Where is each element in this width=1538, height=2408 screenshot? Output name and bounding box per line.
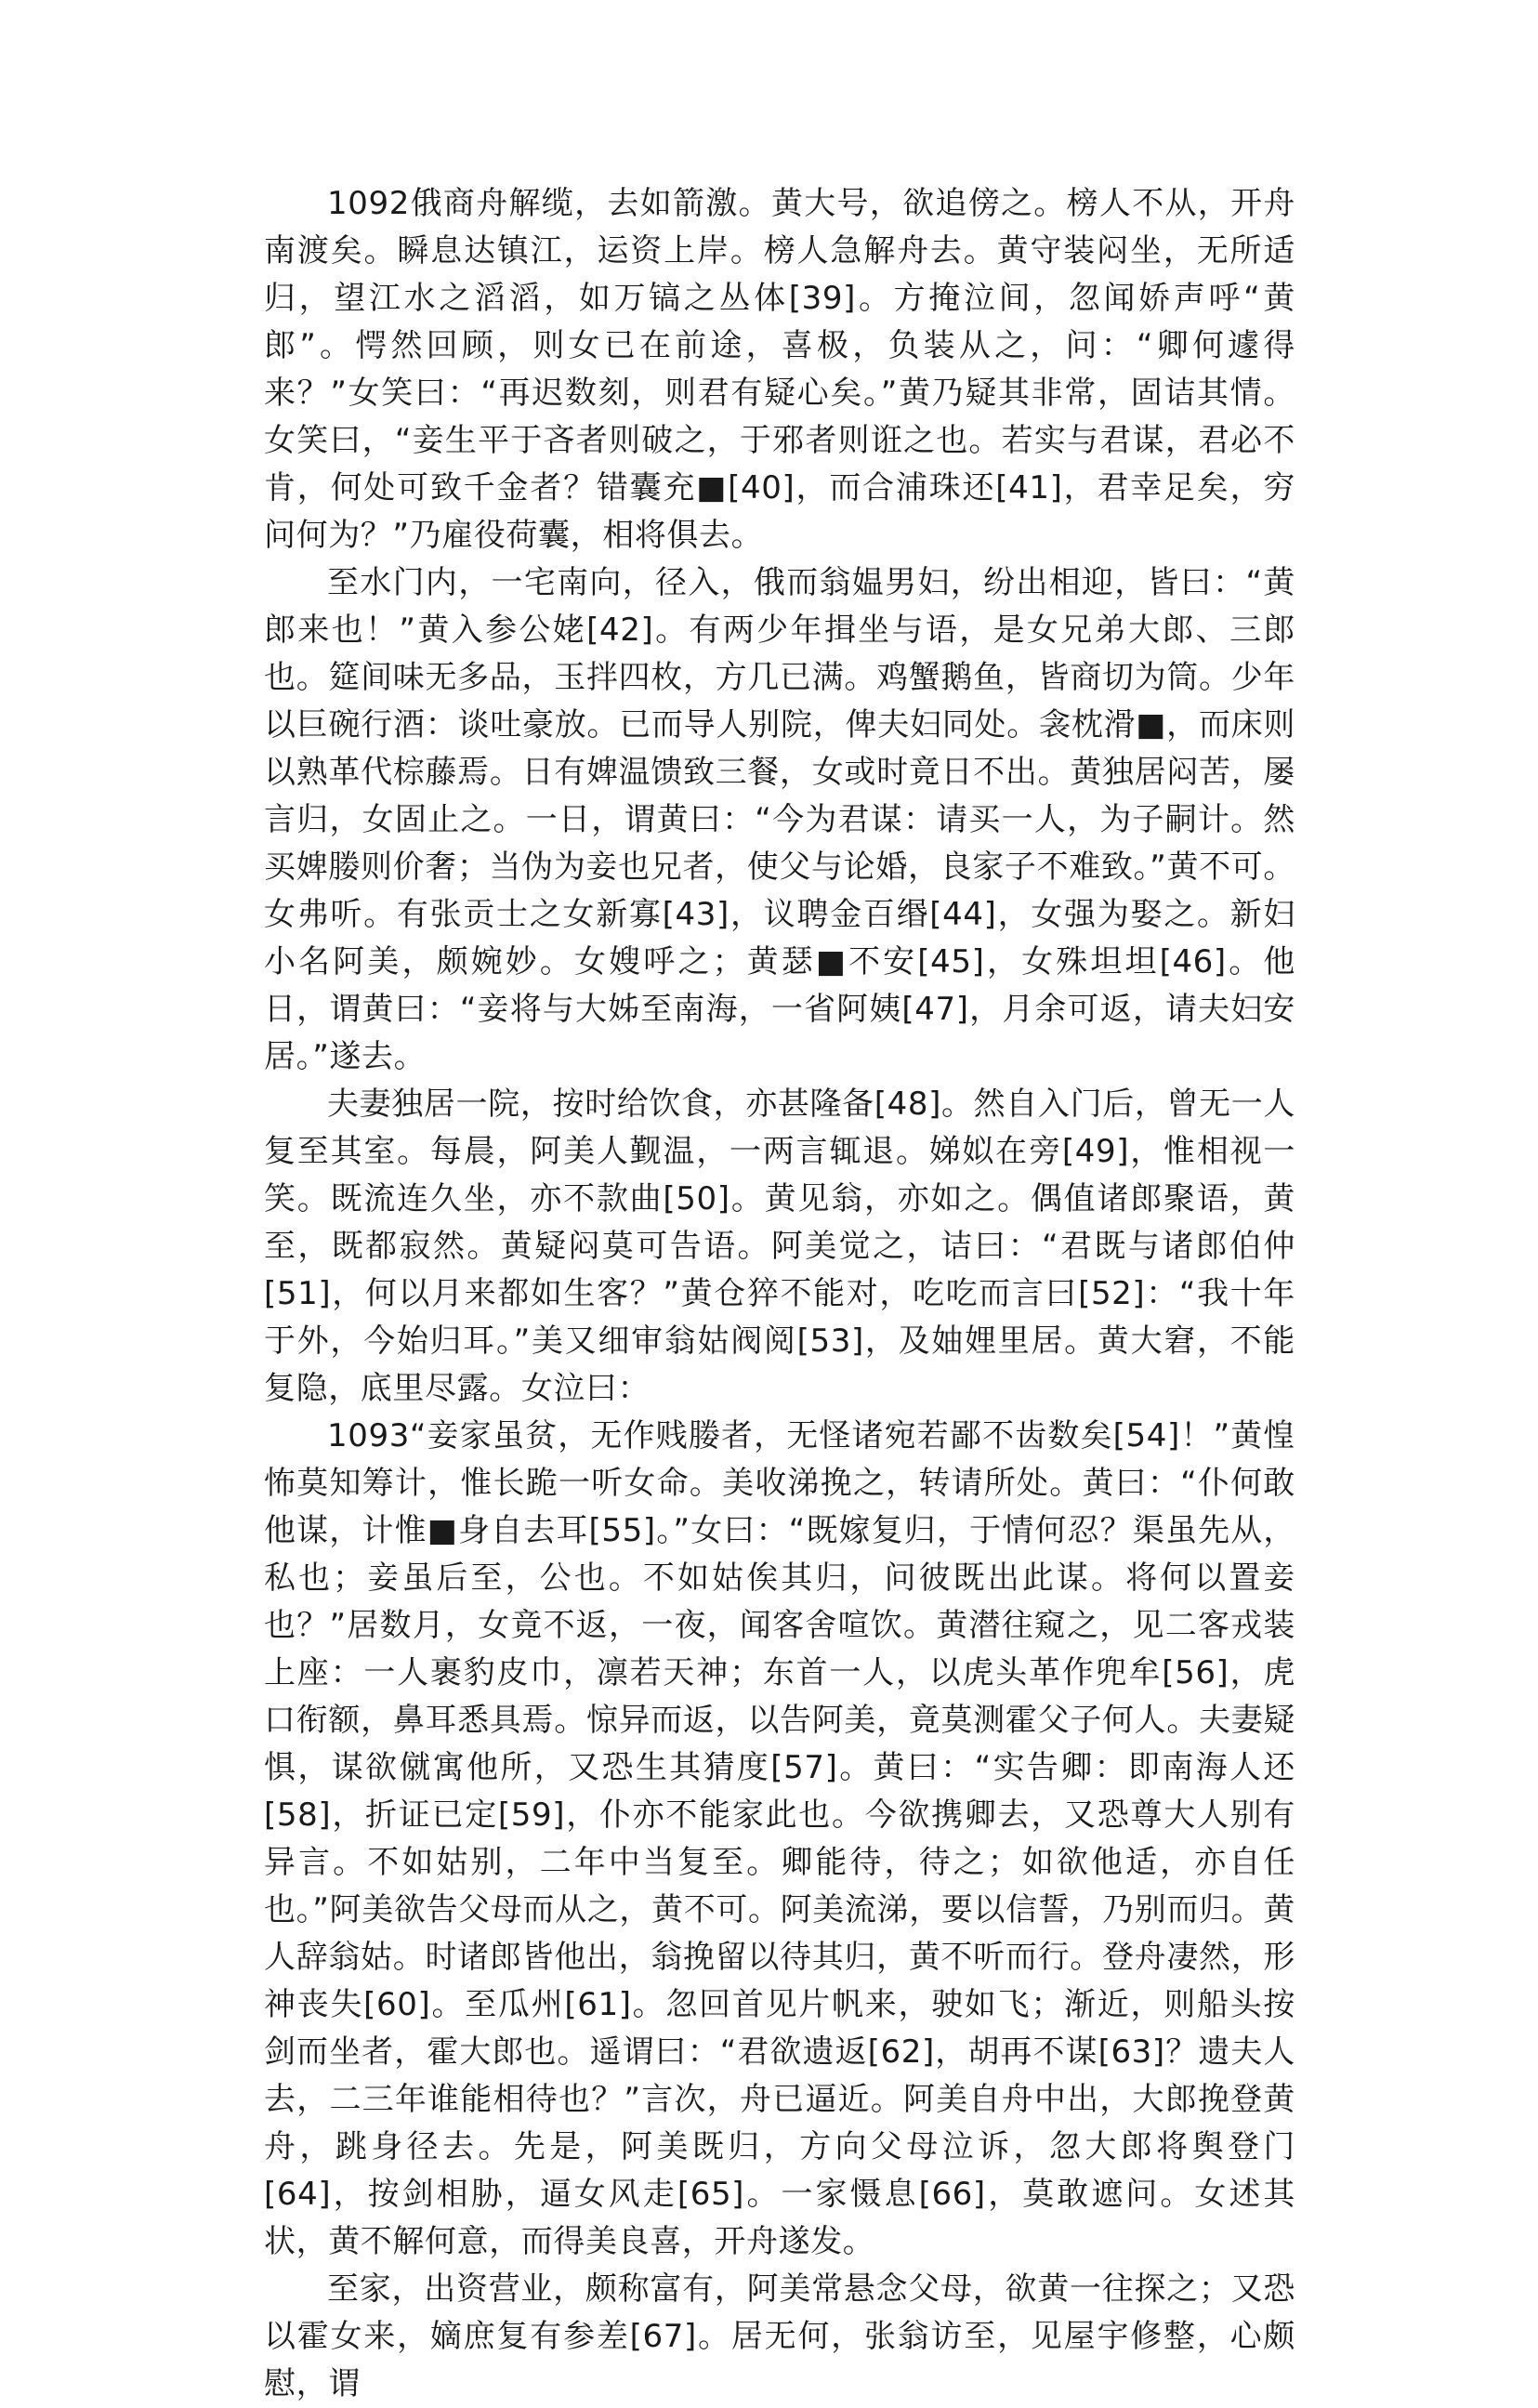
paragraph-5: 至家，出资营业，颇称富有，阿美常悬念父母，欲黄一往探之；又恐以霍女来，嫡庶复有参差[67]。居无何，张翁访至，见屋宇修整，心颇慰，谓 [264, 2270, 1295, 2402]
paragraph-4: 1093“妾家虽贫，无作贱媵者，无怪诸宛若鄙不齿数矣[54]！”黄惶怖莫知筹计，惟长跪一听女命。美收涕挽之，转请所处。黄曰：“仆何敢他谋，计惟■身自去耳[55]。”女曰：“既嫁复归，于情何忍？渠虽先从，私也；妾虽后至，公也。不如姑俟其归，问彼既出此谋。将何以置妾也？”居数月，女竟不返，一夜，闻客舍喧饮。黄潜往窥之，见二客戎装上座：一人裹豹皮巾，凛若天神；东首一人，以虎头革作兜牟[56]，虎口衔额，鼻耳悉具焉。惊异而返，以告阿美，竟莫测霍父子何人。夫妻疑惧，谋欲僦寓他所，又恐生其猜度[57]。黄曰：“实告卿：即南海人还[58]，折证已定[59]，仆亦不能家此也。今欲携卿去，又恐尊大人别有异言。不如姑别，二年中当复至。卿能待，待之；如欲他适，亦自任也。”阿美欲告父母而从之，黄不可。阿美流涕，要以信誓，乃别而归。黄人辞翁姑。时诸郎皆他出，翁挽留以待其归，黄不听而行。登舟凄然，形神丧失[60]。至瓜州[61]。忽回首见片帆来，驶如飞；渐近，则船头按剑而坐者，霍大郎也。遥谓曰：“君欲遗返[62]，胡再不谋[63]？遗夫人去，二三年谁能相待也？”言次，舟已逼近。阿美自舟中出，大郎挽登黄舟，跳身径去。先是，阿美既归，方向父母泣诉，忽大郎将舆登门[64]，按剑相胁，逼女风走[65]。一家慑息[66]，莫敢遮问。女述其状，黄不解何意，而得美良喜，开舟遂发。 [264, 1417, 1295, 2260]
document-page [264, 180, 1295, 2408]
paragraph-1: 1092俄商舟解缆，去如箭激。黄大号，欲追傍之。榜人不从，开舟南渡矣。瞬息达镇江，运资上岸。榜人急解舟去。黄守装闷坐，无所适归，望江水之滔滔，如万镐之丛体[39]。方掩泣间，忽闻娇声呼“黄郎”。愕然回顾，则女已在前途，喜极，负装从之，问：“卿何遽得来？”女笑曰：“再迟数刻，则君有疑心矣。”黄乃疑其非常，固诘其情。女笑曰，“妾生平于吝者则破之，于邪者则诳之也。若实与君谋，君必不肯，何处可致千金者？错囊充■[40]，而合浦珠还[41]，君幸足矣，穷问何为？”乃雇役荷囊，相将俱去。 [264, 185, 1295, 554]
paragraph-2: 至水门内，一宅南向，径入，俄而翁媪男妇，纷出相迎，皆曰：“黄郎来也！”黄入参公姥[42]。有两少年揖坐与语，是女兄弟大郎、三郎也。筵间味无多品，玉拌四枚，方几已满。鸡蟹鹅鱼，皆商切为筒。少年以巨碗行酒：谈吐豪放。已而导人别院，俾夫妇同处。衾枕滑■，而床则以熟革代棕藤焉。日有婢温馈致三餐，女或时竟日不出。黄独居闷苦，屡言归，女固止之。一日，谓黄曰：“今为君谋：请买一人，为子嗣计。然买婢媵则价奢；当伪为妾也兄者，使父与论婚，良家子不难致。”黄不可。女弗听。有张贡士之女新寡[43]，议聘金百缗[44]，女强为娶之。新妇小名阿美，颇婉妙。女嫂呼之；黄瑟■不安[45]，女殊坦坦[46]。他日，谓黄曰：“妾将与大姊至南海，一省阿姨[47]，月余可返，请夫妇安居。”遂去。 [264, 564, 1295, 1075]
paragraph-3: 夫妻独居一院，按时给饮食，亦甚隆备[48]。然自入门后，曾无一人复至其室。每晨，阿美人觐温，一两言辄退。娣姒在旁[49]，惟相视一笑。既流连久坐，亦不款曲[50]。黄见翁，亦如之。偶值诸郎聚语，黄至，既都寂然。黄疑闷莫可告语。阿美觉之，诘曰：“君既与诸郎伯仲[51]，何以月来都如生客？”黄仓猝不能对，吃吃而言曰[52]：“我十年于外，今始归耳。”美又细审翁姑阀阅[53]，及妯娌里居。黄大窘，不能复隐，底里尽露。女泣曰： [264, 1086, 1295, 1407]
